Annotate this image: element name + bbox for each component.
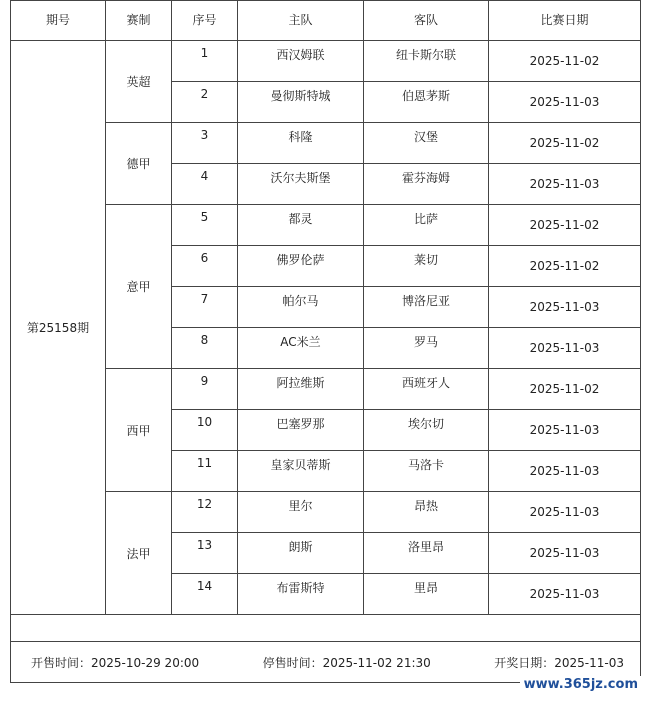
header-row — [11, 1, 641, 41]
match-seq: 13 — [172, 533, 238, 574]
away-team: 纽卡斯尔联 — [364, 41, 489, 82]
match-date: 2025-11-03 — [489, 574, 641, 615]
match-seq: 4 — [172, 164, 238, 205]
match-date: 2025-11-03 — [489, 533, 641, 574]
home-team: AC米兰 — [238, 328, 364, 369]
match-body — [11, 41, 641, 615]
match-schedule-table — [10, 0, 641, 683]
match-date: 2025-11-03 — [489, 328, 641, 369]
away-team: 比萨 — [364, 205, 489, 246]
away-team: 霍芬海姆 — [364, 164, 489, 205]
match-seq: 12 — [172, 492, 238, 533]
match-date: 2025-11-03 — [489, 82, 641, 123]
home-team: 巴塞罗那 — [238, 410, 364, 451]
home-team: 朗斯 — [238, 533, 364, 574]
away-team: 罗马 — [364, 328, 489, 369]
match-seq: 8 — [172, 328, 238, 369]
header-home: 主队 — [238, 1, 364, 41]
league-name: 英超 — [106, 41, 172, 123]
match-seq: 2 — [172, 82, 238, 123]
match-seq: 7 — [172, 287, 238, 328]
table-row — [11, 41, 641, 82]
match-date: 2025-11-03 — [489, 410, 641, 451]
away-team: 博洛尼亚 — [364, 287, 489, 328]
match-date: 2025-11-02 — [489, 369, 641, 410]
league-name: 德甲 — [106, 123, 172, 205]
away-team: 西班牙人 — [364, 369, 489, 410]
home-team: 沃尔夫斯堡 — [238, 164, 364, 205]
site-watermark: www.365jz.com — [520, 676, 642, 693]
away-team: 汉堡 — [364, 123, 489, 164]
match-seq: 5 — [172, 205, 238, 246]
header-date: 比赛日期 — [489, 1, 641, 41]
match-seq: 9 — [172, 369, 238, 410]
home-team: 佛罗伦萨 — [238, 246, 364, 287]
away-team: 里昂 — [364, 574, 489, 615]
table-row — [11, 205, 641, 246]
sale-stop-time: 停售时间：2025-11-02 21:30 — [262, 655, 431, 670]
footer-info — [31, 654, 640, 671]
league-name: 意甲 — [106, 205, 172, 369]
schedule-sheet — [10, 0, 640, 683]
match-date: 2025-11-02 — [489, 123, 641, 164]
away-team: 洛里昂 — [364, 533, 489, 574]
match-seq: 10 — [172, 410, 238, 451]
away-team: 埃尔切 — [364, 410, 489, 451]
home-team: 都灵 — [238, 205, 364, 246]
league-name: 法甲 — [106, 492, 172, 615]
home-team: 帕尔马 — [238, 287, 364, 328]
header-away: 客队 — [364, 1, 489, 41]
home-team: 里尔 — [238, 492, 364, 533]
home-team: 科隆 — [238, 123, 364, 164]
match-seq: 14 — [172, 574, 238, 615]
table-row — [11, 492, 641, 533]
away-team: 马洛卡 — [364, 451, 489, 492]
header-seq: 序号 — [172, 1, 238, 41]
match-seq: 6 — [172, 246, 238, 287]
table-row — [11, 369, 641, 410]
match-date: 2025-11-02 — [489, 246, 641, 287]
header-league: 赛制 — [106, 1, 172, 41]
league-name: 西甲 — [106, 369, 172, 492]
match-seq: 1 — [172, 41, 238, 82]
match-date: 2025-11-03 — [489, 164, 641, 205]
away-team: 昂热 — [364, 492, 489, 533]
blank-cell — [11, 615, 641, 642]
away-team: 伯恩茅斯 — [364, 82, 489, 123]
match-date: 2025-11-02 — [489, 41, 641, 82]
match-seq: 11 — [172, 451, 238, 492]
draw-date: 开奖日期：2025-11-03 — [494, 655, 624, 670]
home-team: 皇家贝蒂斯 — [238, 451, 364, 492]
home-team: 阿拉维斯 — [238, 369, 364, 410]
match-date: 2025-11-03 — [489, 451, 641, 492]
table-row — [11, 123, 641, 164]
away-team: 莱切 — [364, 246, 489, 287]
match-date: 2025-11-03 — [489, 287, 641, 328]
header-issue: 期号 — [11, 1, 106, 41]
sale-start-time: 开售时间：2025-10-29 20:00 — [31, 655, 200, 670]
match-date: 2025-11-02 — [489, 205, 641, 246]
match-seq: 3 — [172, 123, 238, 164]
home-team: 布雷斯特 — [238, 574, 364, 615]
issue-number: 第25158期 — [11, 41, 106, 615]
home-team: 曼彻斯特城 — [238, 82, 364, 123]
match-date: 2025-11-03 — [489, 492, 641, 533]
blank-row — [11, 615, 641, 642]
home-team: 西汉姆联 — [238, 41, 364, 82]
